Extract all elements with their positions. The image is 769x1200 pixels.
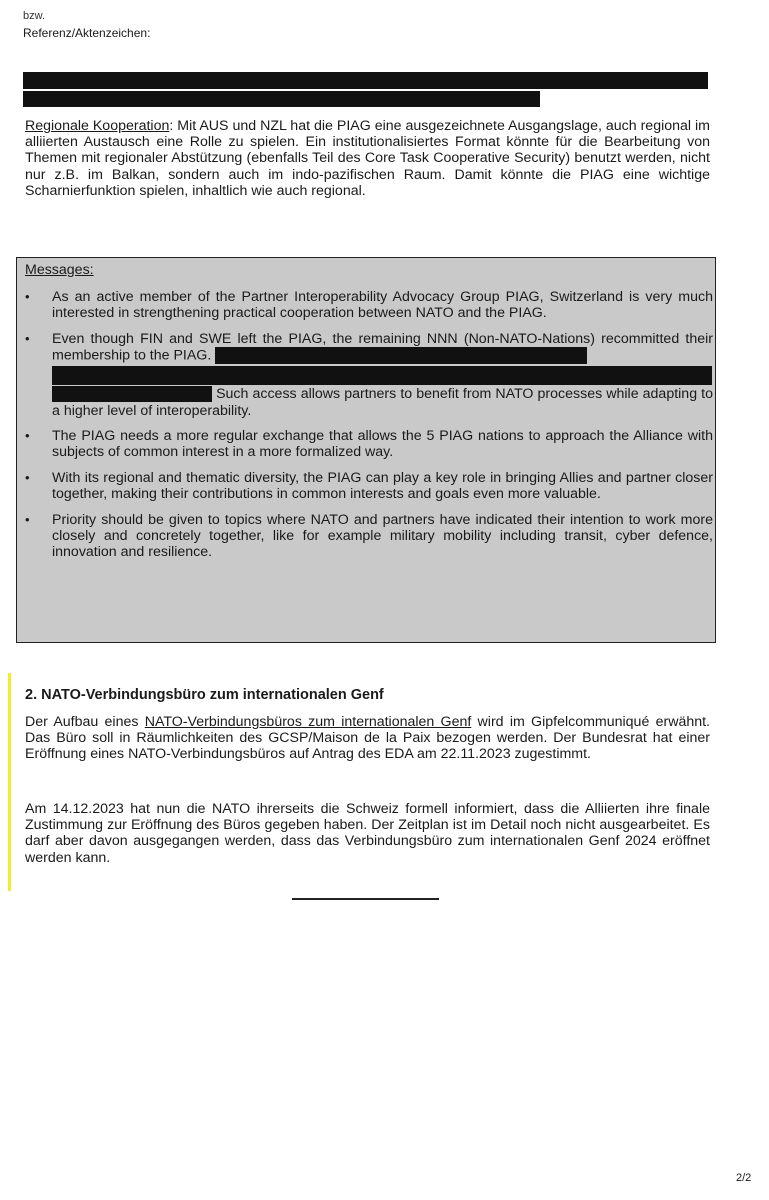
- list-item: [23, 428, 713, 461]
- list-item: [23, 470, 713, 503]
- reference-label: Referenz/Aktenzeichen:: [23, 26, 151, 40]
- messages-list: [23, 289, 713, 570]
- message-text: As an active member of the Partner Interoperability Advocacy Group PIAG, Switzerland is very much interested in strengthening practical cooperation between NATO and the PIAG.: [52, 289, 713, 322]
- bullet-icon: •: [25, 330, 30, 346]
- redaction-bar: [23, 91, 540, 107]
- section-paragraph-2: Am 14.12.2023 hat nun die NATO ihrerseits die Schweiz formell informiert, dass die Alliierten ihre finale Zustimmung zur Eröffnung des Büros gegeben haben. Der Zeitplan ist im Detail noch nicht ausgearbeitet. Es darf aber davon ausgegangen werden, dass das Verbindungsbüro zum internationalen Genf 2024 eröffnet werden kann.: [25, 801, 710, 866]
- bullet-icon: •: [25, 289, 30, 304]
- redaction-bar: [52, 386, 212, 402]
- message-text: With its regional and thematic diversity, the PIAG can play a key role in bringing Allies and partner closer together, making their contributions in common interests and goals even more valuable.: [52, 469, 713, 503]
- regional-cooperation-paragraph: [25, 118, 710, 199]
- list-item: [23, 289, 713, 322]
- bullet-icon: •: [25, 469, 30, 485]
- messages-title: Messages:: [25, 262, 94, 278]
- header-truncated-text: bzw.: [23, 10, 46, 22]
- bullet-icon: •: [25, 428, 30, 444]
- end-rule: [292, 898, 439, 900]
- message-text: Such access allows partners to benefit from NATO processes while adapting to a higher level of interoperability.: [52, 386, 713, 419]
- redaction-bar: [52, 366, 712, 385]
- list-item: [23, 512, 713, 561]
- message-text: Even though FIN and SWE left the PIAG, the remaining NNN (Non-NATO-Nations) recommitted their membership to the PIAG.: [52, 330, 713, 364]
- list-item: [23, 331, 713, 419]
- regional-cooperation-heading: Regionale Kooperation: [25, 118, 170, 134]
- page-number: 2/2: [736, 1172, 752, 1184]
- section-title: 2. NATO-Verbindungsbüro zum internationalen Genf: [25, 687, 384, 703]
- message-text: The PIAG needs a more regular exchange that allows the 5 PIAG nations to approach the Alliance with subjects of common interest in a more formalized way.: [52, 428, 713, 461]
- bullet-icon: •: [25, 511, 30, 527]
- paragraph-text: wird im Gipfelcommuniqué erwähnt. Das Büro soll in Räumlichkeiten des GCSP/Maison de la Paix bezogen werden. Der Bundesrat hat einer Eröffnung eines NATO-Verbindungsbüros auf Antrag des EDA am 22.11.2023 zugestimmt.: [25, 714, 710, 763]
- regional-cooperation-text: : Mit AUS und NZL hat die PIAG eine ausgezeichnete Ausgangslage, auch regional im alliierten Austausch eine Rolle zu spielen. Ein institutionalisiertes Format könnte für die Bearbeitung von Themen mit regionaler Abstützung (ebenfalls Teil des Core Task Cooperative Security) benutzt werden, nicht nur z.B. im Balkan, sondern auch im indo-pazifischen Raum. Damit könnte die PIAG eine wichtige Scharnierfunktion spielen, inhaltlich wie auch regional.: [25, 118, 710, 199]
- section-paragraph-1: [25, 714, 710, 763]
- paragraph-text: Der Aufbau eines: [25, 714, 145, 730]
- redaction-bar: [23, 72, 708, 89]
- highlight-margin-bar: [8, 673, 11, 891]
- message-text: Priority should be given to topics where NATO and partners have indicated their intention to work more closely and concretely together, like for example military mobility including transit, cyber defence, innovation and resilience.: [52, 511, 713, 561]
- redaction-bar: [215, 347, 587, 364]
- underlined-phrase: NATO-Verbindungsbüros zum internationalen Genf: [144, 714, 472, 730]
